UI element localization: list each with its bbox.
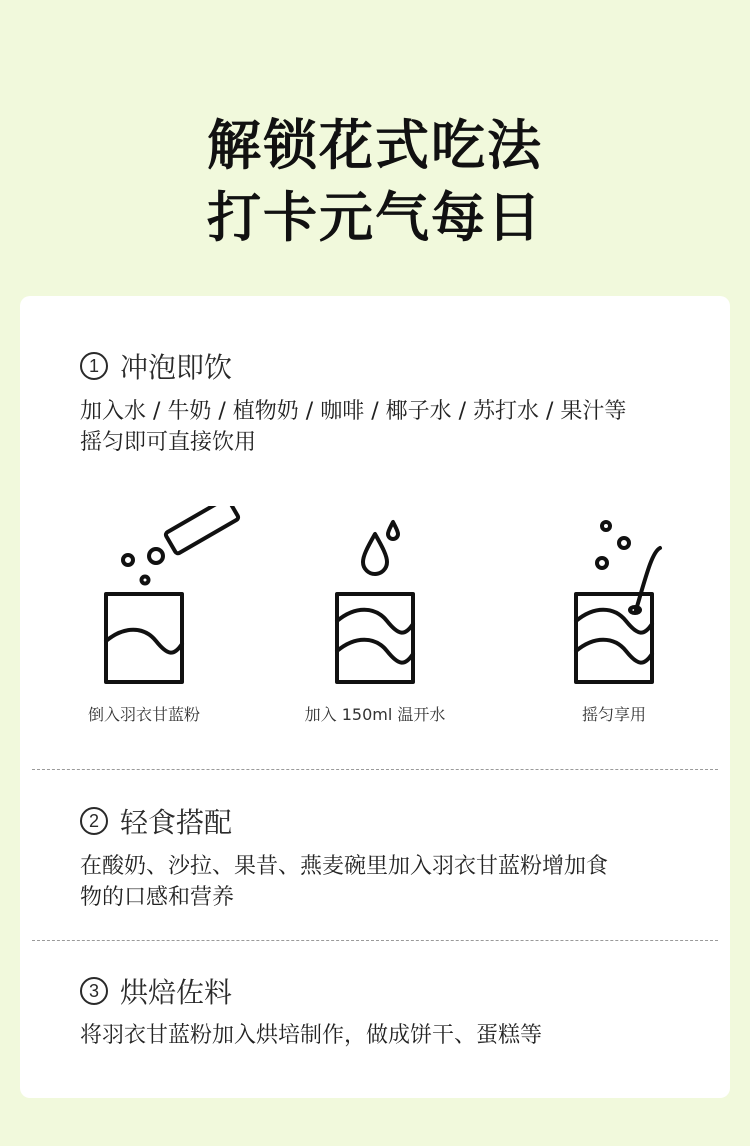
section-2-heading (80, 803, 232, 839)
section-1-desc-line-1: 加入水 / 牛奶 / 植物奶 / 咖啡 / 椰子水 / 苏打水 / 果汁等 (80, 399, 627, 424)
section-1-number: 1 (80, 352, 108, 380)
page-title (0, 110, 750, 254)
section-2-number: 2 (80, 807, 108, 835)
section-2-description (80, 851, 700, 913)
section-2-title: 轻食搭配 (120, 806, 233, 839)
title-line-2: 打卡元气每日 (207, 186, 543, 249)
section-3-heading (80, 973, 232, 1009)
divider-2 (32, 940, 718, 941)
step-1-label: 倒入羽衣甘蓝粉 (87, 705, 200, 724)
section-3-number: 3 (80, 977, 108, 1005)
usage-card (20, 296, 730, 1098)
title-line-1: 解锁花式吃法 (207, 114, 543, 177)
divider-1 (32, 769, 718, 770)
powder-stick-icon (44, 506, 244, 696)
step-add-water (275, 506, 475, 726)
step-stir (514, 506, 714, 726)
section-1-heading (80, 348, 232, 384)
stir-spoon-icon (514, 506, 714, 696)
preparation-steps (20, 506, 730, 726)
section-3-title: 烘焙佐料 (120, 976, 233, 1009)
section-1-description (80, 396, 700, 458)
step-pour-powder (44, 506, 244, 726)
water-drop-icon (275, 506, 475, 696)
section-2-desc-line-1: 在酸奶、沙拉、果昔、燕麦碗里加入羽衣甘蓝粉增加食 (80, 854, 609, 879)
section-3-desc-line-1: 将羽衣甘蓝粉加入烘培制作，做成饼干、蛋糕等 (80, 1023, 543, 1048)
section-1-title: 冲泡即饮 (120, 351, 233, 384)
section-2-desc-line-2: 物的口感和营养 (80, 885, 235, 910)
section-3-description (80, 1020, 700, 1051)
section-1-desc-line-2: 摇匀即可直接饮用 (80, 430, 257, 455)
step-3-label: 摇匀享用 (581, 705, 646, 724)
step-2-label: 加入 150ml 温开水 (304, 705, 446, 724)
